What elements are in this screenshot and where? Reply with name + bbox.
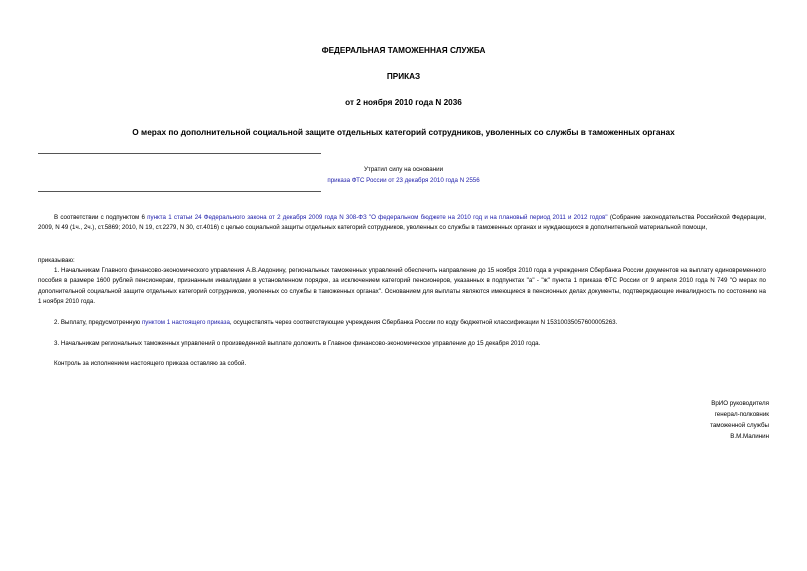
divider-top — [38, 153, 321, 154]
signature-block — [710, 398, 769, 442]
item-2-text-2: , осуществлять через соответствующие учреждения Сбербанка России по коду бюджетной классификации N 15310035057600005263. — [229, 319, 618, 326]
status-note-link-row — [0, 176, 807, 186]
document-date: от 2 ноября 2010 года N 2036 — [345, 98, 462, 107]
document-title: О мерах по дополнительной социальной защите отдельных категорий сотрудников, уволенных со службы в таможенных органах — [132, 127, 675, 137]
signatory-position: ВрИО руководителя — [711, 400, 769, 407]
divider-bottom — [38, 191, 321, 192]
status-note: Утратил силу на основании — [363, 166, 444, 173]
preamble-paragraph — [38, 213, 766, 234]
item-1-reference-link[interactable]: пунктом 1 настоящего приказа — [141, 319, 230, 326]
control-paragraph: Контроль за исполнением настоящего приказа оставляю за собой. — [54, 360, 247, 367]
item-2-text-1: 2. Выплату, предусмотренную — [54, 319, 142, 326]
signatory-rank: генерал-полковник — [714, 411, 769, 418]
signatory-service: таможенной службы — [710, 422, 769, 429]
document-type: ПРИКАЗ — [386, 72, 421, 81]
agency-name: ФЕДЕРАЛЬНАЯ ТАМОЖЕННАЯ СЛУЖБА — [321, 46, 486, 55]
repeal-order-link[interactable]: приказа ФТС России от 23 декабря 2010 года N 2556 — [327, 177, 480, 184]
signatory-name: В.М.Малинин — [730, 433, 769, 440]
federal-law-link[interactable]: пункта 1 статьи 24 Федерального закона от 2 декабря 2009 года N 308-ФЗ "О федеральном бюджете на 2010 год и на плановый период 2011 и 2012 годов" — [147, 214, 608, 221]
item-1: 1. Начальникам Главного финансово-экономического управления А.В.Авдонину, региональных таможенных управлений обеспечить направление до 15 ноября 2010 года в учреждения Сбербанка России документов на выплату единовременного пособия в размере 1600 рублей пенсионерам, признанным инвалидами в установленном порядке, за исключением категорий пенсионеров, указанных в подпунктах "а" - "ж" пункта 1 приказа ФТС России от 9 апреля 2010 года N 749 "О мерах по дополнительной социальной защите отдельных категорий сотрудников, уволенных со службы в таможенных органах". Основанием для выплаты являются имеющиеся в пенсионных делах документы, подтверждающие инвалидность по состоянию на 1 ноября 2010 года. — [38, 267, 766, 306]
item-3: 3. Начальникам региональных таможенных управлений о произведенной выплате доложить в Главное финансово-экономическое управление до 15 декабря 2010 года. — [54, 340, 541, 347]
order-word: приказываю: — [38, 257, 75, 264]
item-2 — [38, 318, 766, 328]
preamble-text-1: В соответствии с подпунктом 6 — [54, 214, 148, 221]
preamble-text-2: (Собрание законодательства Российской Федерации, 2009, N 49 (1ч., 2ч.), ст.5869; 2010, N 19, ст.2279, N 30, ст.4016) с целью социальной защиты отдельных категорий сотрудников, уволенных со службы в таможенных органах и нуждающихся в дополнительной материальной помощи, — [38, 214, 766, 232]
